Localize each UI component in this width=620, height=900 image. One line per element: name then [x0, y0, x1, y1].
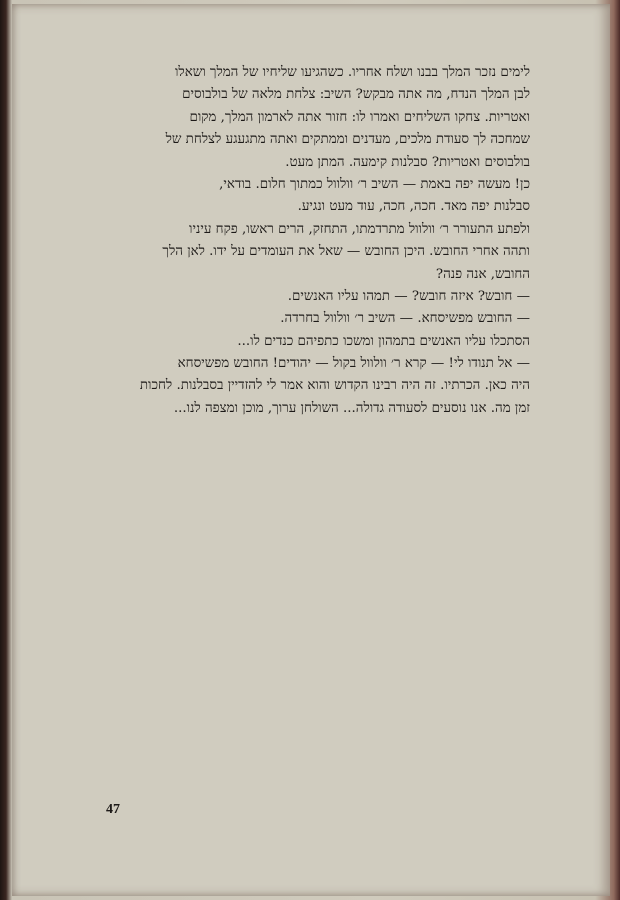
text-line: זמן מה. אנו נוסעים לסעודה גדולה... השולחן ערוך, מוכן ומצפה לנו... [173, 400, 530, 416]
page-sheet [12, 4, 610, 896]
text-line: — אל תנודו לי! — קרא ר׳ וולוול בקול — יהודים! החובש מפשיסחא [177, 356, 530, 372]
text-line: הסתכלו עליו האנשים בתמהון ומשכו כתפיהם כנדים לו... [237, 333, 530, 349]
text-line: היה כאן. הכרתיו. זה היה רבינו הקדוש והוא אמר לי להזדיין בסבלנות. לחכות [139, 378, 530, 394]
text-line: ולפתע התעורר ר׳ וולוול מתרדמתו, התחזק, הרים ראשו, פקח עיניו [189, 221, 530, 237]
body-text [110, 62, 530, 420]
text-line: — החובש מפשיסחא. — השיב ר׳ וולוול בחרדה. [280, 311, 530, 327]
text-line: כן! מעשה יפה באמת — השיב ר׳ וולוול כמתוך חלום. בודאי, [219, 176, 530, 192]
text-line: החובש, אנה פנה? [435, 266, 530, 282]
text-line: סבלנות יפה מאד. חכה, חכה, עוד מעט ונגיע. [297, 199, 530, 215]
text-line: לימים נזכר המלך בבנו ושלח אחריו. כשהגיעו שליחיו של המלך ושאלו [175, 65, 530, 80]
page-number: 47 [106, 802, 120, 817]
text-line: בולבוסים ואטריות? סבלנות קימעה. המתן מעט. [285, 154, 530, 170]
text-line: ואטריות. צחקו השליחים ואמרו לו: חזור אתה לארמון המלך, מקום [189, 109, 530, 125]
text-line: ותהה אחרי החובש. היכן החובש — שאל את העומדים על ידו. לאן הלך [162, 244, 530, 260]
text-line: שמחכה לך סעודת מלכים, מעדנים וממתקים ואתה מתגעגע לצלחת של [165, 132, 530, 148]
text-line: לבן המלך הנדח, מה אתה מבקש? השיב: צלחת מלאה של בולבוסים [182, 87, 530, 103]
text-line: — חובש? איזה חובש? — תמהו עליו האנשים. [287, 288, 530, 304]
